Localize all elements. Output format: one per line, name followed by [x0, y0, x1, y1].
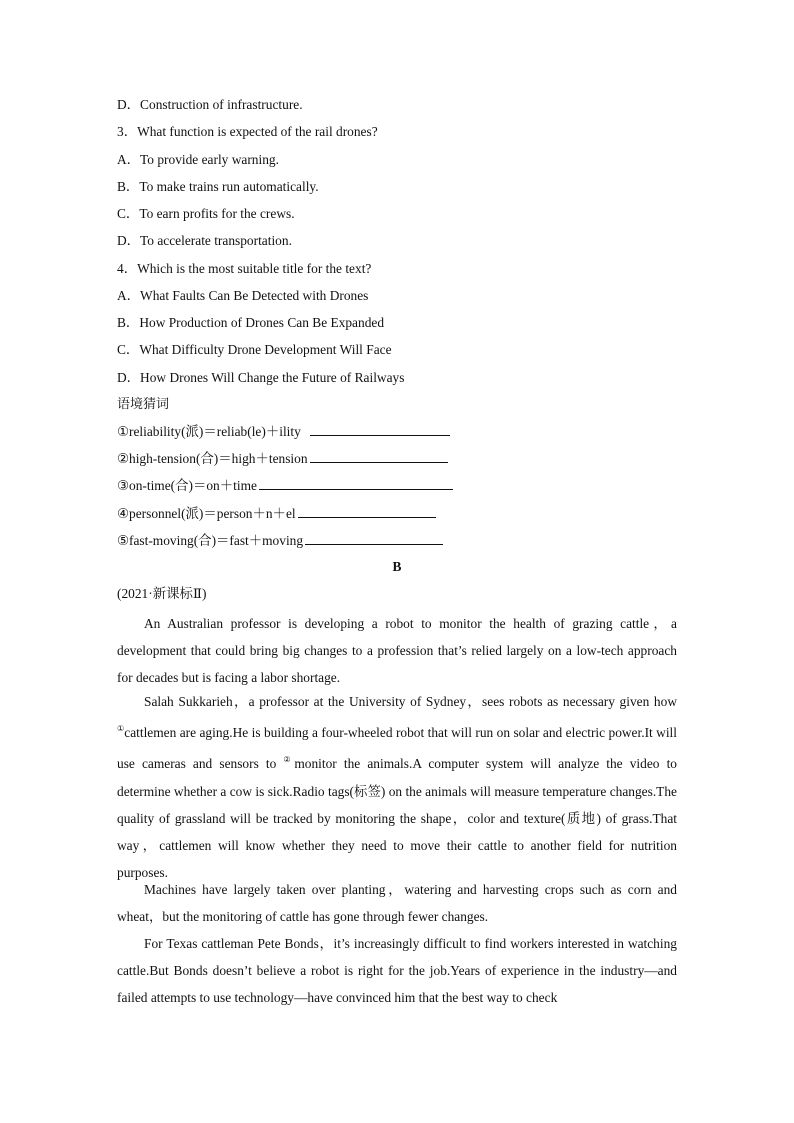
vocab-answer-blank-4[interactable] [298, 505, 436, 518]
q3-stem: 3．What function is expected of the rail drones? [117, 124, 378, 139]
q4-option-b: B．How Production of Drones Can Be Expanded [117, 315, 385, 330]
vocab-item-5-text: ⑤fast-moving(合)＝fast＋moving [117, 533, 304, 548]
passage-paragraph-1: An Australian professor is developing a robot to monitor the health of grazing cattle，a development that could bring big changes to a profession that’s relied largely on a low-tech approach for decades but is facing a labor shortage. [117, 616, 677, 686]
vocab-item-4-text: ④personnel(派)＝person＋n＋el [117, 506, 296, 521]
q4-option-c: C．What Difficulty Drone Development Will Face [117, 342, 392, 357]
vocab-answer-blank-1[interactable] [310, 423, 450, 436]
passage-paragraph-2 [117, 688, 677, 886]
vocab-heading: 语境猜词 [117, 397, 170, 412]
q4-option-a: A．What Faults Can Be Detected with Drones [117, 288, 369, 303]
paragraph-2-part-b: cattlemen are aging.He is building a four-wheeled robot that will run on solar and electric power.It will use cameras and sensors to [117, 725, 678, 772]
q4-stem: 4．Which is the most suitable title for the text? [117, 261, 372, 276]
vocab-item-2-text: ②high-tension(合)＝high＋tension [117, 451, 308, 466]
q3-option-b: B．To make trains run automatically. [117, 179, 319, 194]
passage-paragraph-3: Machines have largely taken over planting，watering and harvesting crops such as corn and wheat，but the monitoring of cattle has gone through fewer changes. [117, 882, 677, 925]
passage-paragraph-4: For Texas cattleman Pete Bonds，it’s increasingly difficult to find workers interested in watching cattle.But Bonds doesn’t believe a robot is right for the job.Years of experience in the industry—and failed attempts to use technology—have convinced him that the best way to check [117, 936, 677, 1006]
annotation-mark-1: ① [117, 724, 125, 734]
q2-option-d: D．Construction of infrastructure. [117, 97, 303, 112]
q3-option-d: D．To accelerate transportation. [117, 233, 292, 248]
q3-option-a: A．To provide early warning. [117, 152, 279, 167]
passage-source: (2021·新课标Ⅱ) [117, 586, 207, 601]
annotation-mark-2: ② [283, 755, 295, 765]
vocab-answer-blank-5[interactable] [305, 532, 443, 545]
q3-option-c: C．To earn profits for the crews. [117, 206, 295, 221]
vocab-item-3-text: ③on-time(合)＝on＋time [117, 478, 257, 493]
vocab-answer-blank-2[interactable] [310, 450, 448, 463]
vocab-item-1 [117, 423, 450, 441]
vocab-item-2 [117, 450, 448, 468]
vocab-item-5 [117, 532, 443, 550]
passage-label: B [392, 559, 402, 574]
paragraph-2-part-c: monitor the animals.A computer system will analyze the video to determine whether a cow is sick.Radio tags(标签) on the animals will measure temperature changes.The quality of grassland will be tracked by monitoring the shape，color and texture(质地) of grass.That way，cattlemen will know whether they need to move their cattle to another field for nutrition purposes. [117, 756, 678, 881]
q4-option-d: D．How Drones Will Change the Future of Railways [117, 370, 405, 385]
paragraph-2-part-a: Salah Sukkarieh，a professor at the University of Sydney，sees robots as necessary given how [144, 694, 677, 709]
vocab-item-1-text: ①reliability(派)＝reliab(le)＋ility [117, 424, 301, 439]
vocab-item-4 [117, 505, 436, 523]
vocab-item-3 [117, 477, 453, 495]
vocab-answer-blank-3[interactable] [259, 477, 453, 490]
